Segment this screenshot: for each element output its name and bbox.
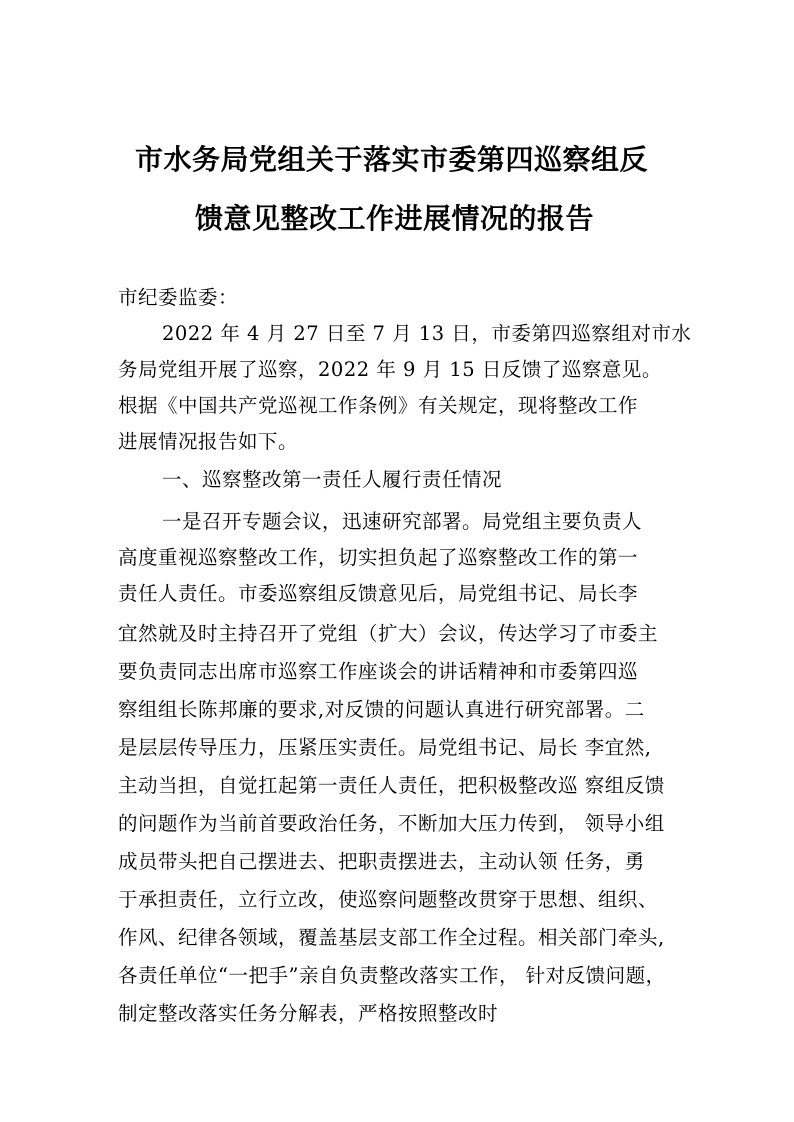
body-line: 务局党组开展了巡察，2022 年 9 月 15 日反馈了巡察意见。 [118, 358, 662, 381]
body-line: 责任人责任。市委巡察组反馈意见后，局党组书记、局长李 [118, 582, 639, 605]
report-title-line-1: 市水务局党组关于落实市委第四巡察组反 [135, 143, 649, 176]
body-line: 根据《中国共产党巡视工作条例》有关规定，现将整改工作 [118, 394, 639, 417]
body-line: 宜然就及时主持召开了党组（扩大）会议，传达学习了市委主 [118, 622, 659, 645]
body-line: 于承担责任，立行立改，使巡察问题整改贯穿于思想、组织、 [118, 888, 659, 911]
salutation: 市纪委监委： [118, 286, 239, 309]
body-line: 2022 年 4 月 27 日至 7 月 13 日，市委第四巡察组对市水 [162, 322, 692, 345]
body-line: 高度重视巡察整改工作，切实担负起了巡察整改工作的第一 [118, 546, 639, 569]
body-line: 是层层传导压力，压紧压实责任。局党组书记、局长 李宜然, [118, 736, 652, 759]
body-line: 主动当担，自觉扛起第一责任人责任，把积极整改巡 察组反馈 [118, 774, 665, 797]
body-line: 一是召开专题会议，迅速研究部署。局党组主要负责人 [162, 510, 643, 533]
body-line: 进展情况报告如下。 [118, 430, 299, 453]
report-title-line-2: 馈意见整改工作进展情况的报告 [195, 202, 595, 235]
body-line: 要负责同志出席市巡察工作座谈会的讲话精神和市委第四巡 [118, 660, 639, 683]
body-line: 各责任单位“一把手”亲自负责整改落实工作， 针对反馈问题， [118, 964, 666, 987]
section-heading: 一、巡察整改第一责任人履行责任情况 [162, 468, 503, 491]
body-line: 的问题作为当前首要政治任务，不断加大压力传到， 领导小组 [118, 812, 665, 835]
body-line: 作风、纪律各领域，覆盖基层支部工作全过程。相关部门牵头, [118, 926, 665, 949]
body-line: 成员带头把自己摆进去、把职责摆进去，主动认领 任务，勇 [118, 850, 645, 873]
body-line: 察组组长陈邦廉的要求,对反馈的问题认真进行研究部署。二 [118, 698, 645, 721]
body-line: 制定整改落实任务分解表，严格按照整改时 [118, 1002, 499, 1025]
